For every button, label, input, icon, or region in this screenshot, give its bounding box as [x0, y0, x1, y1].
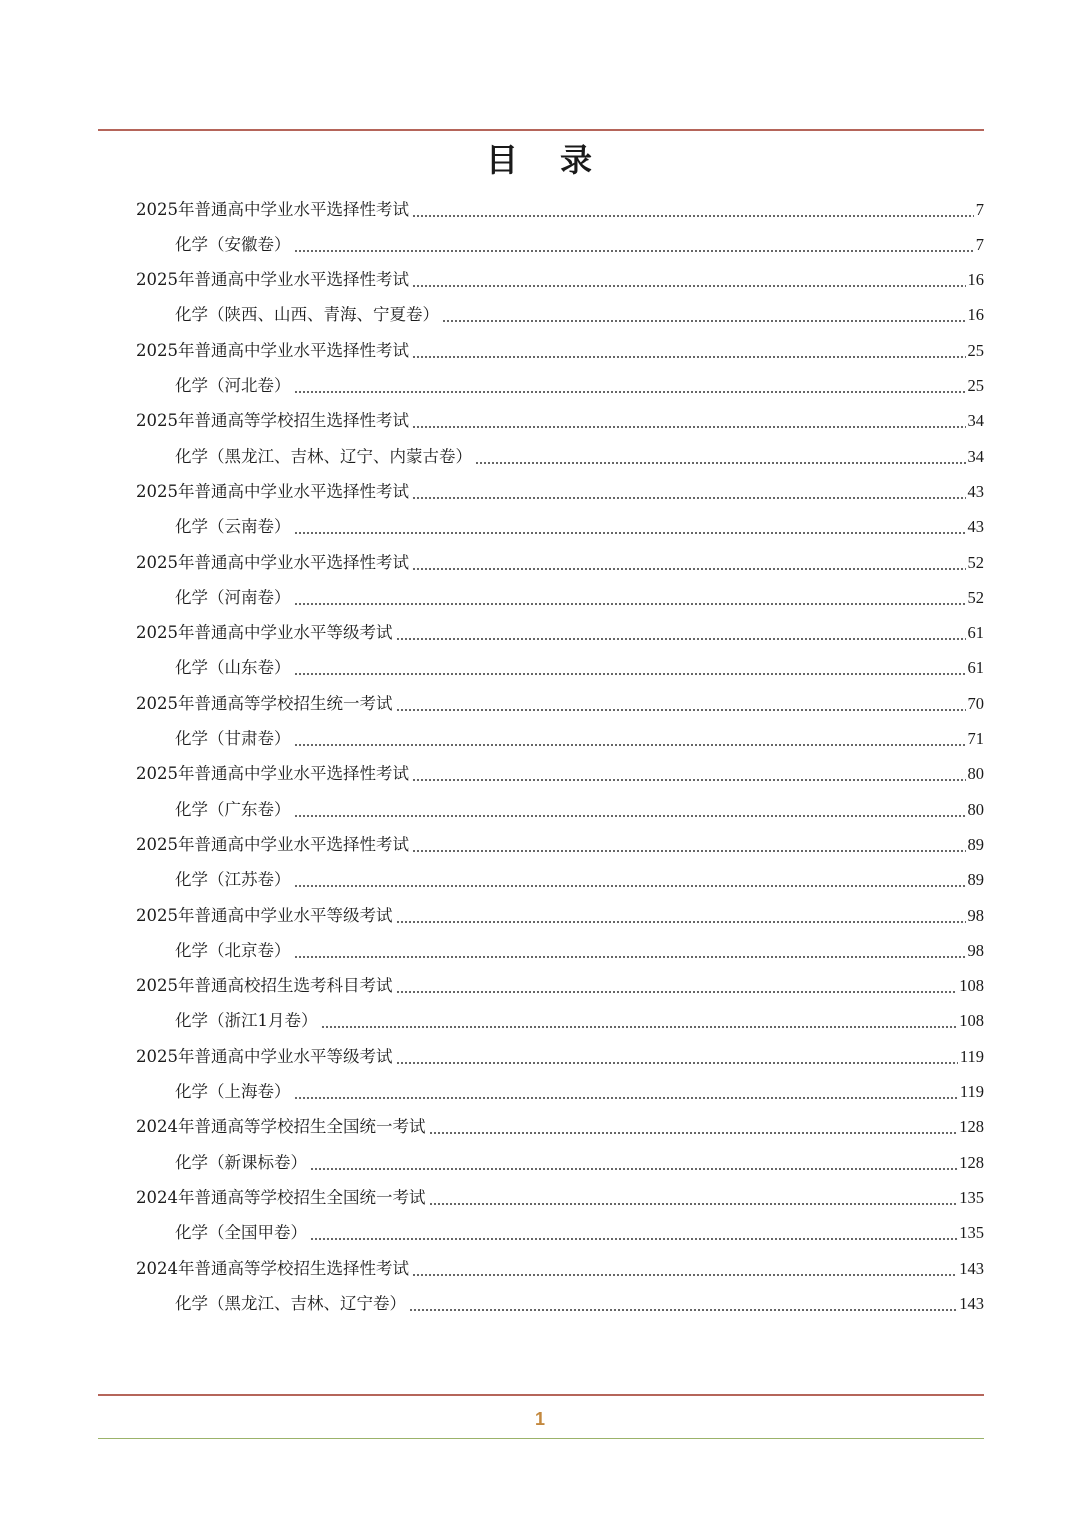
toc-entry-exam[interactable] [136, 474, 984, 509]
toc-entry-exam[interactable] [136, 404, 984, 439]
toc-entry-label: 2025年普通高等学校招生选择性考试 [136, 411, 409, 431]
toc-entry-label: 2025年普通高中学业水平选择性考试 [136, 199, 409, 219]
dot-leader [409, 1309, 957, 1311]
toc-entry-exam[interactable] [136, 1180, 984, 1215]
toc-entry-exam[interactable] [136, 1039, 984, 1074]
toc-entry-paper[interactable] [175, 1004, 984, 1039]
dot-leader [429, 1203, 958, 1205]
toc-entry-exam[interactable] [136, 192, 984, 227]
dot-leader [310, 1238, 957, 1240]
toc-entry-label: 2024年普通高等学校招生选择性考试 [136, 1258, 409, 1278]
toc-entry-paper[interactable] [175, 933, 984, 968]
toc-entry-page: 7 [975, 234, 984, 254]
toc-entry-paper[interactable] [175, 439, 984, 474]
toc-entry-label: 化学（浙江1月卷） [175, 1011, 318, 1031]
toc-entry-exam[interactable] [136, 898, 984, 933]
footer-rule-top [98, 1394, 984, 1396]
toc-entry-page: 34 [967, 446, 984, 466]
toc-entry-paper[interactable] [175, 863, 984, 898]
toc-entry-page: 25 [967, 376, 984, 395]
toc-entry-exam[interactable] [136, 827, 984, 862]
toc-entry-page: 70 [967, 693, 984, 713]
page-number: 1 [534, 1409, 545, 1429]
toc-entry-page: 89 [967, 834, 984, 854]
toc-entry-label: 化学（全国甲卷） [175, 1223, 307, 1243]
page-title [0, 140, 1080, 180]
toc-entry-page: 98 [967, 940, 984, 960]
toc-entry-page: 128 [959, 1152, 984, 1172]
dot-leader [396, 1062, 958, 1064]
toc-entry-page: 71 [967, 729, 984, 748]
toc-entry-label: 2025年普通高中学业水平选择性考试 [136, 270, 409, 290]
toc-entry-exam[interactable] [136, 969, 984, 1004]
toc-entry-label: 化学（上海卷） [175, 1082, 291, 1101]
dot-leader [294, 603, 966, 605]
dot-leader [294, 815, 966, 817]
dot-leader [294, 956, 966, 958]
toc-entry-label: 2025年普通高等学校招生统一考试 [136, 693, 393, 713]
toc-entry-page: 25 [967, 340, 984, 360]
toc-entry-page: 16 [967, 270, 984, 290]
toc-entry-exam[interactable] [136, 757, 984, 792]
title-char-left: 目 [485, 141, 520, 179]
toc-entry-page: 34 [967, 411, 984, 431]
toc-entry-label: 化学（黑龙江、吉林、辽宁、内蒙古卷） [175, 446, 472, 466]
toc-entry-paper[interactable] [175, 1145, 984, 1180]
dot-leader [442, 320, 966, 322]
dot-leader [412, 1274, 957, 1276]
dot-leader [429, 1132, 958, 1134]
toc-entry-paper[interactable] [175, 792, 984, 827]
toc-entry-paper[interactable] [175, 227, 984, 262]
toc-entry-paper[interactable] [175, 651, 984, 686]
toc-entry-label: 化学（江苏卷） [175, 870, 291, 890]
dot-leader [396, 991, 958, 993]
toc-entry-page: 61 [967, 623, 984, 643]
dot-leader [412, 426, 966, 428]
toc-entry-label: 2024年普通高等学校招生全国统一考试 [136, 1187, 426, 1207]
toc-entry-page: 80 [967, 764, 984, 784]
toc-entry-page: 52 [967, 587, 984, 607]
toc-entry-label: 化学（陕西、山西、青海、宁夏卷） [175, 305, 439, 325]
dot-leader [294, 250, 974, 252]
toc-entry-label: 2025年普通高中学业水平等级考试 [136, 1046, 393, 1066]
dot-leader [475, 462, 966, 464]
toc-entry-exam[interactable] [136, 686, 984, 721]
dot-leader [294, 391, 966, 393]
toc-entry-paper[interactable] [175, 369, 984, 404]
toc-entry-label: 化学（云南卷） [175, 517, 291, 537]
toc-entry-page: 128 [959, 1117, 984, 1137]
toc-entry-page: 61 [967, 658, 984, 678]
toc-entry-exam[interactable] [136, 333, 984, 368]
toc-entry-label: 化学（广东卷） [175, 799, 291, 819]
toc-entry-exam[interactable] [136, 1110, 984, 1145]
toc-entry-paper[interactable] [175, 510, 984, 545]
toc-entry-exam[interactable] [136, 1251, 984, 1286]
dot-leader [294, 1097, 958, 1099]
toc-entry-page: 108 [959, 976, 984, 996]
toc-entry-label: 化学（甘肃卷） [175, 729, 291, 748]
toc-entry-exam[interactable] [136, 545, 984, 580]
toc-entry-label: 2025年普通高中学业水平选择性考试 [136, 552, 409, 572]
dot-leader [396, 638, 966, 640]
dot-leader [294, 532, 966, 534]
toc-entry-page: 119 [959, 1046, 984, 1066]
toc-entry-label: 化学（安徽卷） [175, 234, 291, 254]
title-char-right: 录 [560, 141, 595, 179]
toc-entry-page: 135 [959, 1187, 984, 1207]
toc-entry-page: 89 [967, 870, 984, 890]
footer-rule-bottom [98, 1438, 984, 1439]
toc-entry-label: 2025年普通高中学业水平等级考试 [136, 623, 393, 643]
toc-entry-paper[interactable] [175, 1216, 984, 1251]
dot-leader [294, 744, 966, 746]
toc-entry-page: 16 [967, 305, 984, 325]
toc-entry-label: 化学（黑龙江、吉林、辽宁卷） [175, 1293, 406, 1313]
toc-entry-label: 2025年普通高校招生选考科目考试 [136, 976, 393, 996]
dot-leader [412, 356, 966, 358]
toc-entry-page: 119 [959, 1082, 984, 1101]
dot-leader [310, 1168, 957, 1170]
toc-entry-paper[interactable] [175, 1286, 984, 1321]
toc-entry-paper[interactable] [175, 298, 984, 333]
toc-entry-label: 化学（新课标卷） [175, 1152, 307, 1172]
toc-entry-page: 108 [959, 1011, 984, 1031]
toc-entry-exam[interactable] [136, 616, 984, 651]
dot-leader [321, 1026, 958, 1028]
header-rule [98, 129, 984, 131]
dot-leader [412, 850, 966, 852]
toc-entry-label: 2025年普通高中学业水平等级考试 [136, 905, 393, 925]
dot-leader [412, 568, 966, 570]
dot-leader [396, 921, 966, 923]
toc-entry-label: 2025年普通高中学业水平选择性考试 [136, 764, 409, 784]
toc-entry-label: 化学（河北卷） [175, 376, 291, 395]
toc-entry-label: 2025年普通高中学业水平选择性考试 [136, 340, 409, 360]
dot-leader [412, 215, 974, 217]
toc-entry-paper[interactable] [175, 1075, 984, 1110]
toc-entry-label: 化学（北京卷） [175, 940, 291, 960]
toc-entry-page: 80 [967, 799, 984, 819]
toc-entry-label: 化学（山东卷） [175, 658, 291, 678]
toc-entry-paper[interactable] [175, 722, 984, 757]
toc-entry-label: 2024年普通高等学校招生全国统一考试 [136, 1117, 426, 1137]
toc-entry-page: 52 [967, 552, 984, 572]
toc-entry-exam[interactable] [136, 263, 984, 298]
toc-entry-page: 143 [959, 1293, 984, 1313]
dot-leader [396, 709, 966, 711]
toc-entry-label: 2025年普通高中学业水平选择性考试 [136, 481, 409, 501]
dot-leader [412, 497, 966, 499]
toc-entry-label: 化学（河南卷） [175, 587, 291, 607]
toc-entry-label: 2025年普通高中学业水平选择性考试 [136, 834, 409, 854]
toc-entry-page: 98 [967, 905, 984, 925]
dot-leader [294, 885, 966, 887]
toc-entry-page: 43 [967, 481, 984, 501]
dot-leader [294, 673, 966, 675]
toc-entry-page: 7 [975, 199, 984, 219]
toc-entry-page: 135 [959, 1223, 984, 1243]
toc-entry-page: 143 [959, 1258, 984, 1278]
toc-entry-paper[interactable] [175, 580, 984, 615]
dot-leader [412, 779, 966, 781]
toc-entry-page: 43 [967, 517, 984, 537]
dot-leader [412, 285, 966, 287]
